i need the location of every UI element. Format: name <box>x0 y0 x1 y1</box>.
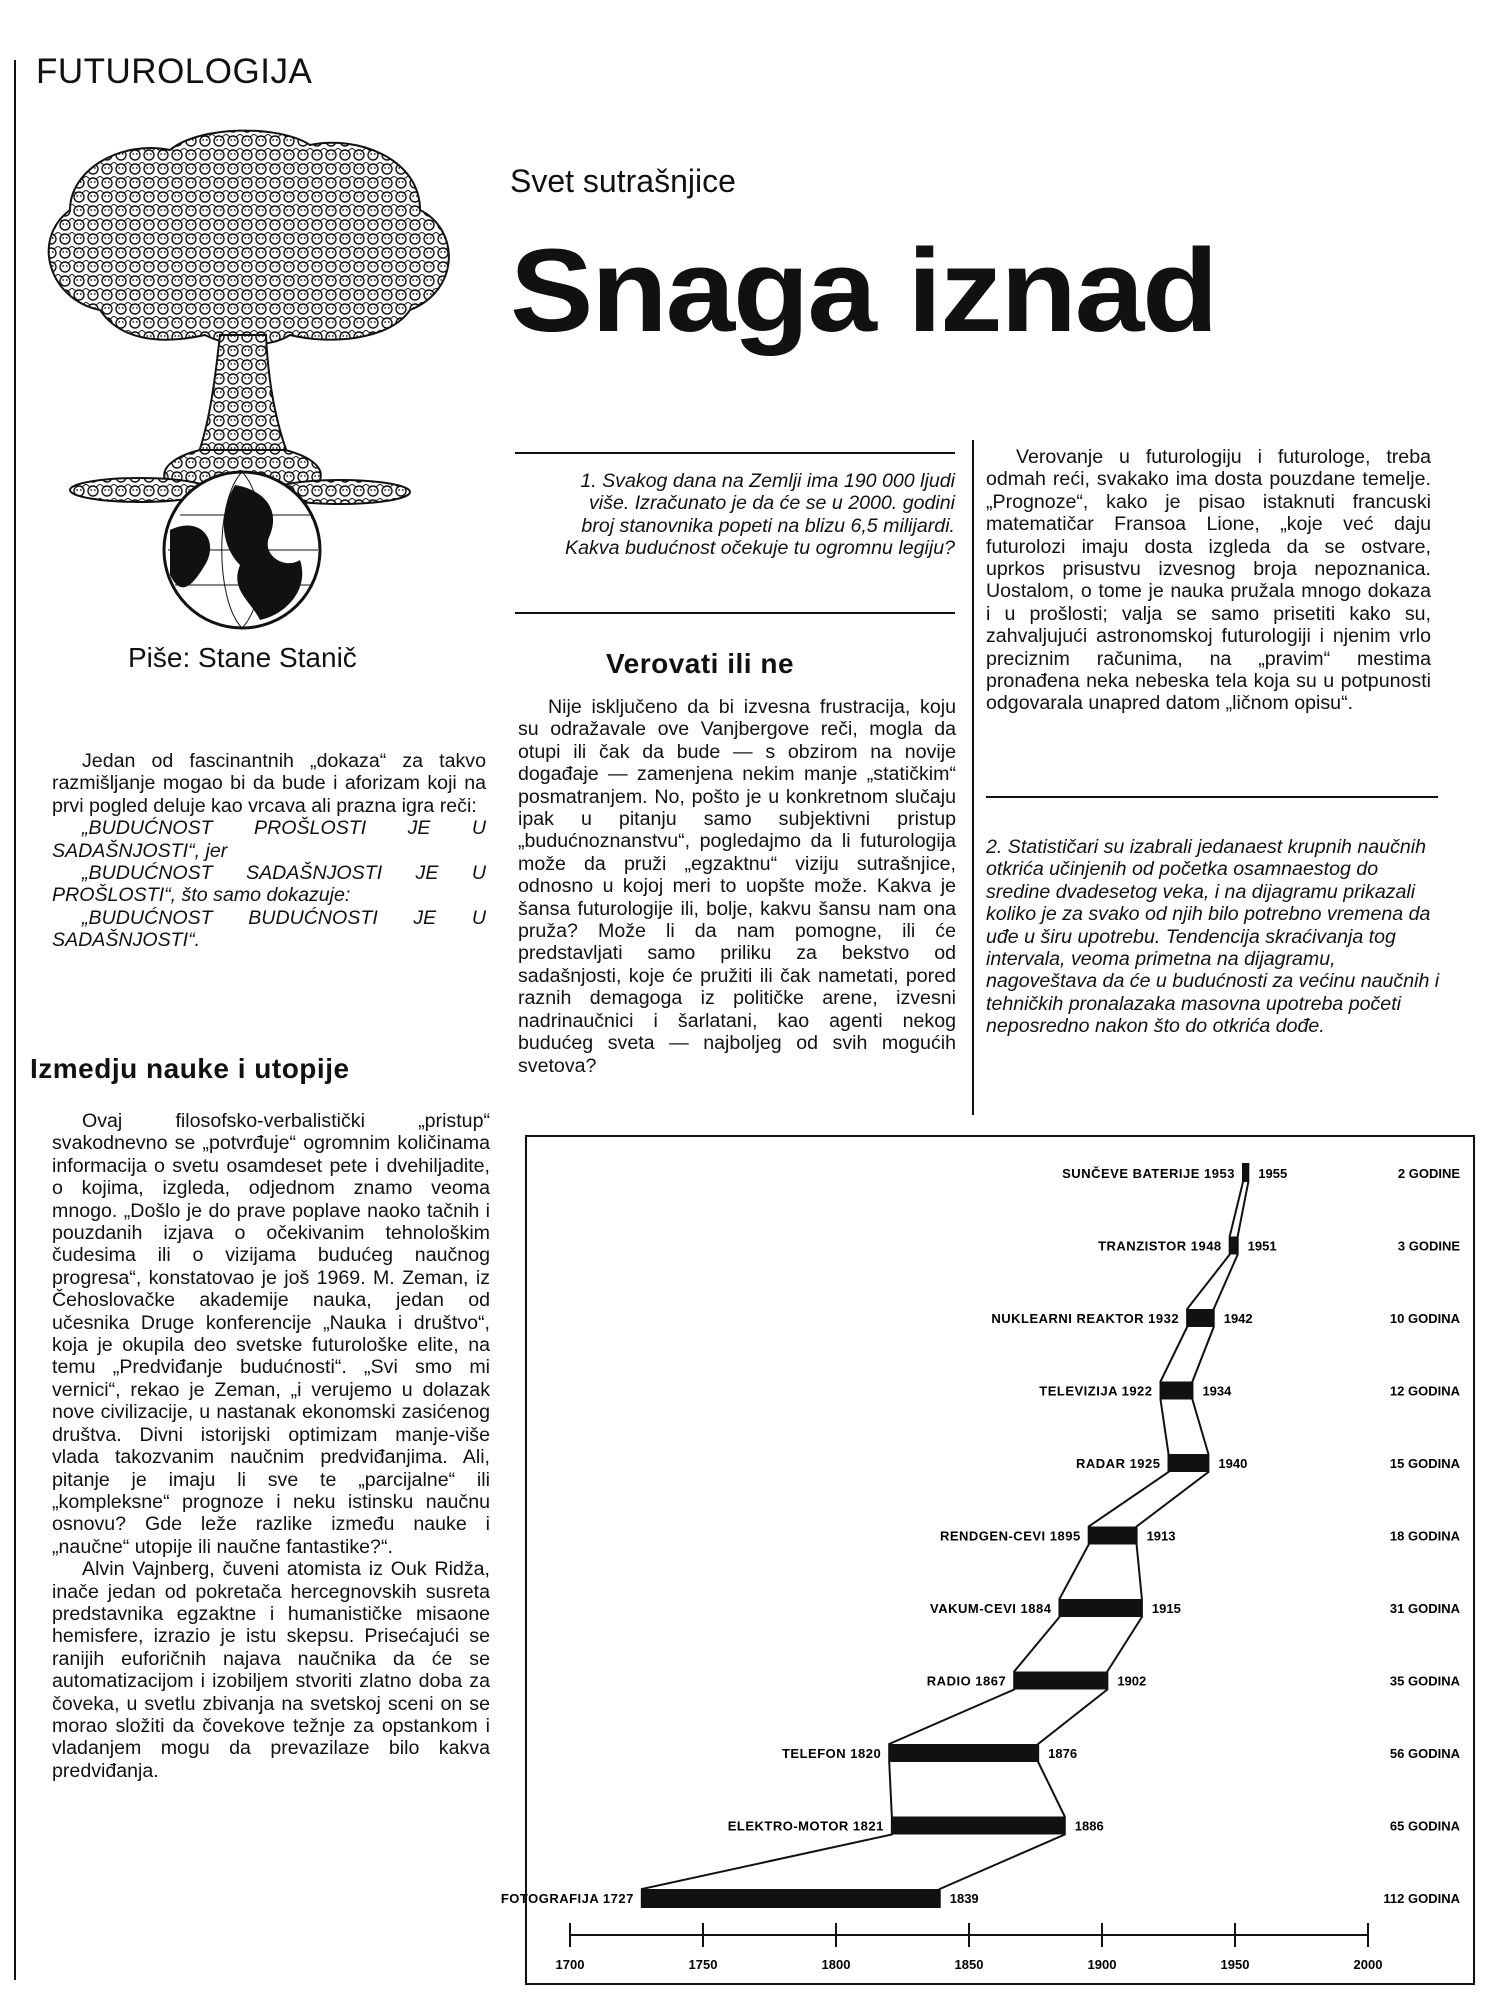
headline: Snaga iznad <box>510 225 1217 357</box>
duration-label: 12 GODINA <box>1389 1383 1460 1399</box>
bar-label: RENDGEN-CEVI 1895 <box>939 1528 1081 1544</box>
end-year-label: 1913 <box>1146 1528 1176 1544</box>
left-margin-rule <box>14 60 16 1980</box>
bar-label: RADAR 1925 <box>1076 1456 1161 1471</box>
caption-rule-top <box>515 452 955 454</box>
end-year-label: 1942 <box>1223 1311 1253 1326</box>
duration-label: 2 GODINE <box>1397 1166 1460 1181</box>
end-year-label: 1902 <box>1117 1673 1147 1689</box>
end-year-label: 1951 <box>1247 1238 1277 1254</box>
caption2-rule <box>986 796 1438 798</box>
x-tick-label: 1900 <box>1087 1957 1117 1972</box>
end-year-label: 1915 <box>1151 1601 1181 1616</box>
bar-label: NUKLEARNI REAKTOR 1932 <box>991 1311 1180 1326</box>
x-tick-label: 1750 <box>688 1957 718 1972</box>
x-tick-label: 2000 <box>1353 1957 1383 1972</box>
bar-8 <box>889 1744 1038 1762</box>
innovation-diffusion-chart <box>500 1135 1475 1990</box>
kicker: Svet sutrašnjice <box>510 163 736 199</box>
column-2-body <box>518 696 956 1077</box>
caption-2: 2. Statističari su izabrali jedanaest krupnih naučnih otkrića učinjenih od početka osamnaestog do sredine dvadesetog veka, i na dijagramu prikazali koliko je za svako od njih bilo potrebno vremena da uđe u širu upotrebu. Tendencija skraćivanja tog intervala, veoma primetna na dijagramu, nagoveštava da će u budućnosti za većinu naučnih i tehničkih pronalazaka masovna upotreba početi neposredno nakon što do otkrića dođe. <box>986 836 1440 1038</box>
bar-label: FOTOGRAFIJA 1727 <box>500 1891 634 1906</box>
section-label: FUTUROLOGIJA <box>36 52 313 91</box>
intro-paragraph: Jedan od fascinantnih „dokaza“ za takvo razmišljanje mogao bi da bude i aforizam koji na prvi pogled deluje kao vrcava ali prazna igra reči: <box>52 750 486 817</box>
caption-1: 1. Svakog dana na Zemlji ima 190 000 ljudi više. Izračunato je da će se u 2000. godini broj stanovnika popeti na blizu 6,5 milijardi. Kakva budućnost očekuje tu ogromnu legiju? <box>565 470 955 560</box>
bar-0 <box>1243 1164 1248 1182</box>
end-year-label: 1940 <box>1218 1456 1248 1471</box>
bar-6 <box>1059 1599 1141 1617</box>
bar-10 <box>642 1889 940 1907</box>
byline: Piše: Stane Stanič <box>128 642 357 673</box>
body-paragraph: Ovaj filosofsko-verbalistički „pristup“ svakodnevno se „potvrđuje“ ogromnim količinama informacija o svetu osamdeset pete i dvehiljadite, o kojima, izgleda, odjednom znamo veoma mnogo. „Došlo je do prave poplave naoko tačnih i pouzdanih izjava o očekivanim tehnološkim čudesima ili o vizijama budućeg naučnog progresa“, konstatovao je još 1969. M. Zeman, iz Čehoslovačke akademije nauka, jedan od učesnika Druge konferencije „Nauka i društvo“, koja je okupila deo svetske futurološke elite, na temu „Predviđanje budućnosti“. „Svi smo mi vernici“, rekao je Zeman, „i verujemo u dolazak nove civilizacije, u nastanak ekonomski zasićenog društva. Divni istorijski optimizam manje-više vlada takozvanim naučnim predviđanjima. Ali, pitanje je imaju li sve te „parcijalne“ ili „kompleksne“ prognoze i neku istinsku naučnu osnovu? Gde leže razlike između nauke i „naučne“ utopije ili naučne fantastike?“. <box>52 1110 490 1558</box>
bar-label: TRANZISTOR 1948 <box>1098 1238 1222 1254</box>
x-tick-label: 1850 <box>954 1957 984 1972</box>
column-3-body <box>986 446 1431 715</box>
duration-label: 10 GODINA <box>1389 1311 1460 1326</box>
duration-label: 18 GODINA <box>1389 1528 1460 1544</box>
duration-label: 65 GODINA <box>1389 1818 1460 1834</box>
subhead-izmedju: Izmedju nauke i utopije <box>30 1053 350 1084</box>
duration-label: 112 GODINA <box>1383 1891 1460 1906</box>
x-tick-label: 1950 <box>1220 1957 1250 1972</box>
x-tick-label: 1700 <box>555 1957 585 1972</box>
body-paragraph: Nije isključeno da bi izvesna frustracija, koju su odražavale ove Vanjbergove reči, mogla da otupi ili čak da bude — s obzirom na novije događaje — zamenjena nekim manje „statičkim“ posmatranjem. No, pošto je u konkretnom slučaju ipak u pitanju samo subjektivni pristup „budućnoznanstvu“, pogledajmo da li futurologija može da pruži „egzaktnu“ viziju sutrašnjice, odnosno u kojoj meri to uopšte može. Kakva je šansa futurologije ili, bolje, kakvu šansu nam ona pruža? Može li da nam pomogne, ili će predstavljati samo priliku za bekstvo od sadašnjosti, koje će pružiti ili čak nametati, pored raznih demagoga iz političke arene, izvesni nadrinaučnici i šarlatani, kao agenti nekog budućeg sveta — najboljeg od svih mogućih svetova? <box>518 696 956 1077</box>
duration-label: 31 GODINA <box>1389 1601 1460 1616</box>
end-year-label: 1876 <box>1048 1746 1078 1761</box>
duration-label: 15 GODINA <box>1389 1456 1460 1471</box>
aphorism-line: „BUDUĆNOST PROŠLOSTI JE U SADAŠNJOSTI“, jer <box>52 817 486 862</box>
intro-text <box>52 750 486 952</box>
duration-label: 3 GODINE <box>1397 1238 1460 1254</box>
end-year-label: 1886 <box>1074 1818 1104 1834</box>
caption-rule-bottom <box>515 612 955 614</box>
bar-3 <box>1161 1382 1193 1400</box>
column-divider <box>972 440 974 1115</box>
duration-label: 56 GODINA <box>1389 1746 1460 1761</box>
body-paragraph: Alvin Vajnberg, čuveni atomista iz Ouk Ridža, inače jedan od pokretača hercegnovskih susreta predstavnika egzaktne i humanističke misaone hemisfere, izrazio je istu skepsu. Prisećajući se ranijih euforičnih najava naučnika da će se automatizacijom i izobiljem stvoriti zlatno doba za čoveka, u svetlu zbivanja na svetskoj sceni on se morao složiti da čovekove težnje za opstankom i vladanjem mogu da prevazilaze bilo kakva predviđanja. <box>52 1558 490 1782</box>
mushroom-cloud-illustration <box>30 120 470 640</box>
bar-label: TELEVIZIJA 1922 <box>1039 1383 1153 1399</box>
bar-9 <box>892 1817 1065 1835</box>
bar-label: SUNČEVE BATERIJE 1953 <box>1062 1166 1235 1181</box>
bar-label: RADIO 1867 <box>926 1673 1007 1689</box>
bar-2 <box>1187 1309 1214 1327</box>
x-tick-label: 1800 <box>821 1957 851 1972</box>
bar-label: VAKUM-CEVI 1884 <box>930 1601 1052 1616</box>
end-year-label: 1839 <box>949 1891 979 1906</box>
aphorism-line: „BUDUĆNOST SADAŠNJOSTI JE U PROŠLOSTI“, što samo dokazuje: <box>52 862 486 907</box>
bar-4 <box>1169 1454 1209 1472</box>
body-paragraph: Verovanje u futurologiju i futurologe, treba odmah reći, svakako ima dosta pouzdane temelje. „Prognoze“, kako je pisao istaknuti francuski matematičar Fransoa Lione, „koje već daju futurolozi imaju dosta izgleda da se ostvare, uprkos prisustvu izvesnog broja nepoznanica. Uostalom, o tome je nauka pružala mnogo dokaza i u prošlosti; valja se samo prisetiti kako su, zahvaljujući astronomskoj futurologiji i njenim vrlo preciznim računima, na „pravim“ mestima pronađena neka nebeska tela koja su u potpunosti odgovarala unapred datom „ličnom opisu“. <box>986 446 1431 715</box>
subhead-verovati: Verovati ili ne <box>606 648 795 679</box>
bar-label: ELEKTRO-MOTOR 1821 <box>727 1818 884 1834</box>
bar-5 <box>1089 1527 1137 1545</box>
end-year-label: 1955 <box>1258 1166 1288 1181</box>
bar-7 <box>1014 1672 1107 1690</box>
bar-label: TELEFON 1820 <box>781 1746 882 1761</box>
duration-label: 35 GODINA <box>1389 1673 1460 1689</box>
aphorism-line: „BUDUĆNOST BUDUĆNOSTI JE U SADAŠNJOSTI“. <box>52 906 486 952</box>
column-1-body <box>52 1110 490 1782</box>
bar-1 <box>1230 1237 1238 1255</box>
end-year-label: 1934 <box>1202 1383 1232 1399</box>
